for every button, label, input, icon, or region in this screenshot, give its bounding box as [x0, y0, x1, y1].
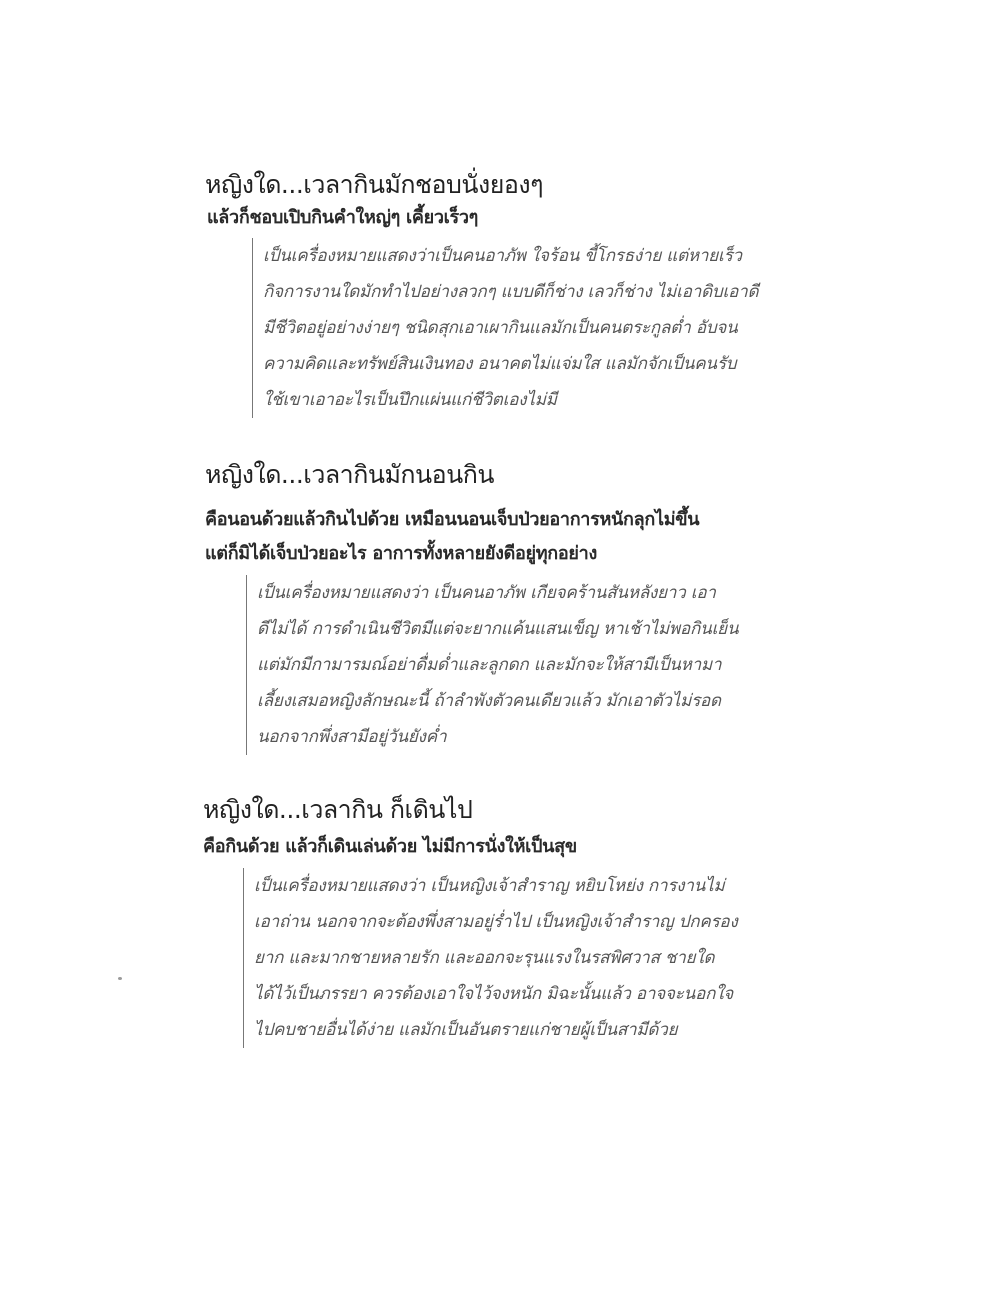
body-line: เป็นเครื่องหมายแสดงว่า เป็นคนอาภัพ เกียจคร้านสันหลังยาว เอา	[257, 583, 716, 603]
body-line: นอกจากพึ่งสามีอยู่วันยังค่ำ	[257, 727, 447, 747]
body-line: เป็นเครื่องหมายแสดงว่าเป็นคนอาภัพ ใจร้อน ขี้โกรธง่าย แต่หายเร็ว	[263, 246, 742, 266]
body-line: ได้ไว้เป็นภรรยา ควรต้องเอาใจไว้จงหนัก มิฉะนั้นแล้ว อาจจะนอกใจ	[254, 984, 734, 1004]
section-title: หญิงใด...เวลากินมักชอบนั่งยองๆ	[205, 170, 544, 199]
body-line: เป็นเครื่องหมายแสดงว่า เป็นหญิงเจ้าสำราญ หยิบโหย่ง การงานไม่	[254, 876, 725, 896]
body-line: มีชีวิตอยู่อย่างง่ายๆ ชนิดสุกเอาเผากินแลมักเป็นคนตระกูลต่ำ อับจน	[263, 318, 738, 338]
body-line: ใช้เขาเอาอะไรเป็นปึกแผ่นแก่ชีวิตเองไม่มี	[263, 390, 557, 410]
body-line: เอาถ่าน นอกจากจะต้องพึ่งสามอยู่ร่ำไป เป็นหญิงเจ้าสำราญ ปกครอง	[254, 912, 738, 932]
section-body	[252, 238, 758, 418]
section-body	[246, 575, 738, 755]
body-line: ดีไม่ได้ การดำเนินชีวิตมีแต่จะยากแค้นแสนเข็ญ หาเช้าไม่พอกินเย็น	[257, 619, 739, 639]
body-line: เลี้ยงเสมอหญิงลักษณะนี้ ถ้าลำพังตัวคนเดียวแล้ว มักเอาตัวไม่รอด	[257, 691, 721, 711]
body-line: แต่มักมีกามารมณ์อย่าดื่มด่ำและลูกดก และมักจะให้สามีเป็นหามา	[257, 655, 722, 675]
scan-speck	[118, 977, 122, 980]
section-subtitle-line: คือกินด้วย แล้วก็เดินเล่นด้วย ไม่มีการนั่งให้เป็นสุข	[203, 836, 577, 857]
section-title: หญิงใด...เวลากิน ก็เดินไป	[203, 795, 473, 824]
body-line: กิจการงานใดมักทำไปอย่างลวกๆ แบบดีก็ช่าง เลวก็ช่าง ไม่เอาดิบเอาดี	[263, 282, 759, 302]
body-line: ไปคบชายอื่นได้ง่าย แลมักเป็นอันตรายแก่ชายผู้เป็นสามีด้วย	[254, 1020, 678, 1040]
section-title: หญิงใด...เวลากินมักนอนกิน	[205, 460, 494, 489]
body-line: ยาก และมากชายหลายรัก และออกจะรุนแรงในรสพิศวาส ชายใด	[254, 948, 715, 968]
section-subtitle-line: คือนอนด้วยแล้วกินไปด้วย เหมือนนอนเจ็บป่วยอาการหนักลุกไม่ขึ้น	[205, 509, 700, 530]
body-line: ความคิดและทรัพย์สินเงินทอง อนาคตไม่แจ่มใส แลมักจักเป็นคนรับ	[263, 354, 737, 374]
section-subtitle-line: แล้วก็ชอบเปิบกินคำใหญ่ๆ เคี้ยวเร็วๆ	[207, 207, 479, 228]
section-subtitle-line: แต่ก็มิได้เจ็บป่วยอะไร อาการทั้งหลายยังดีอยู่ทุกอย่าง	[205, 543, 597, 564]
section-body	[243, 868, 738, 1048]
